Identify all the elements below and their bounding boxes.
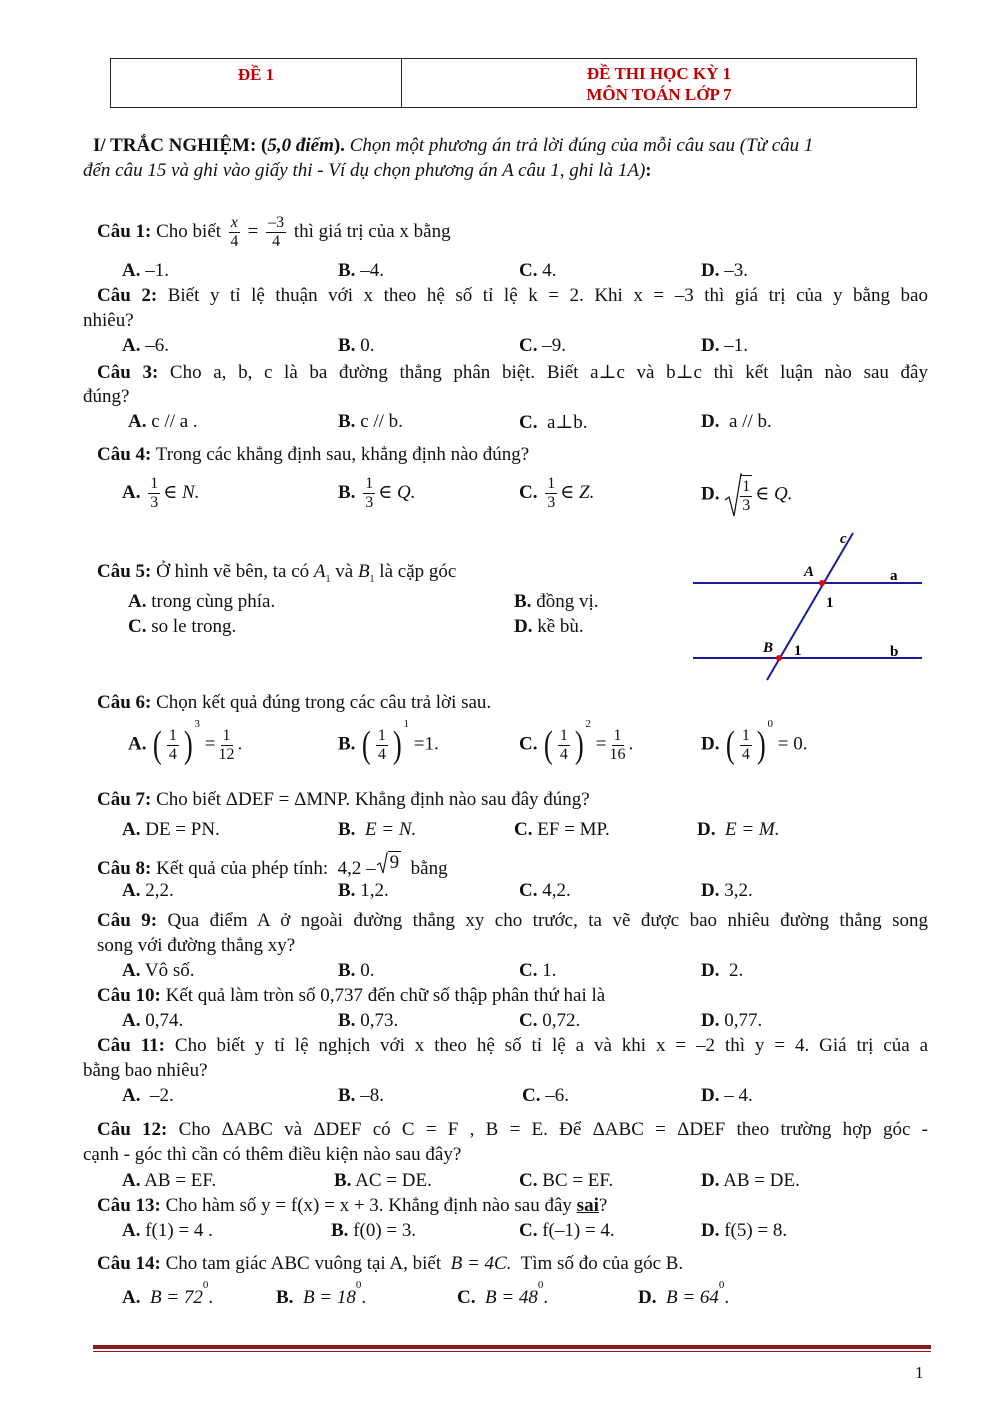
q6-option-b: B. ( $\frac{1}{4}$ ) $^1$ =1. bbox=[338, 718, 439, 766]
q7-option-b: B. E = N. bbox=[338, 819, 417, 840]
q7-option-c: C. EF = MP. bbox=[514, 819, 610, 840]
question-2: Câu 2: Biết y tỉ lệ thuận với x theo hệ số tỉ lệ k = 2. Khi x = –3 thì giá trị của y bằng bao bbox=[97, 285, 928, 306]
footer-rule bbox=[93, 1345, 931, 1349]
fraction: $\frac{-3}{4}$ bbox=[268, 214, 285, 250]
q10-option-c: C. 0,72. bbox=[519, 1010, 581, 1031]
question-7: Câu 7: Cho biết ΔDEF = ΔMNP. Khẳng định nào sau đây đúng? bbox=[97, 789, 590, 810]
question-1: Câu 1: Cho biết $\frac{x}{4}$ = $\frac{-3}{4}$ thì giá trị của x bằng bbox=[97, 214, 451, 250]
question-6: Câu 6: Chọn kết quả đúng trong các câu trả lời sau. bbox=[97, 692, 492, 713]
question-4: Câu 4: Trong các khẳng định sau, khẳng định nào đúng? bbox=[97, 444, 530, 465]
question-10: Câu 10: Kết quả làm tròn số 0,737 đến chữ số thập phân thứ hai là bbox=[97, 985, 606, 1006]
q8-option-c: C. 4,2. bbox=[519, 880, 571, 901]
q7-option-a: A. DE = PN. bbox=[122, 819, 220, 840]
exam-title-line2: MÔN TOÁN LỚP 7 bbox=[586, 85, 732, 104]
q2-option-c: C. –9. bbox=[519, 335, 566, 356]
question-14: Câu 14: Cho tam giác ABC vuông tại A, biết B = 4C. Tìm số đo của góc B. bbox=[97, 1253, 684, 1274]
sqrt-symbol: 9 bbox=[376, 851, 402, 874]
exam-code: ĐỀ 1 bbox=[111, 59, 402, 107]
label-A: A bbox=[804, 564, 815, 580]
q14-option-b: B. $B = 18^0$. bbox=[276, 1279, 367, 1308]
q3-option-d: D. a // b. bbox=[701, 411, 772, 432]
q11-option-c: C. –6. bbox=[522, 1085, 569, 1106]
exam-title bbox=[402, 59, 916, 107]
point-A bbox=[819, 580, 825, 586]
sqrt-symbol: $\frac{1}{3}$ bbox=[724, 472, 755, 518]
q8-option-d: D. 3,2. bbox=[701, 880, 753, 901]
q7-option-d: D. E = M. bbox=[697, 819, 780, 840]
label-angle-B1: 1 bbox=[794, 643, 802, 659]
question-12-cont: cạnh - góc thì cần có thêm điều kiện nào sau đây? bbox=[83, 1144, 462, 1165]
question-5: Câu 5: Ở hình vẽ bên, ta có $A_1$ và $B_1$ là cặp góc bbox=[97, 561, 457, 585]
q2-option-a: A. –6. bbox=[122, 335, 169, 356]
question-9: Câu 9: Qua điểm A ở ngoài đường thẳng xy cho trước, ta vẽ được bao nhiêu đường thẳng song bbox=[97, 910, 928, 931]
page-number: 1 bbox=[915, 1363, 924, 1382]
q12-option-d: D. AB = DE. bbox=[701, 1170, 800, 1191]
q12-option-b: B. AC = DE. bbox=[334, 1170, 432, 1191]
q4-option-d: D. $\frac{1}{3}$ ∈ Q. bbox=[701, 472, 793, 518]
q13-option-b: B. f(0) = 3. bbox=[331, 1220, 417, 1241]
q6-option-d: D. ( $\frac{1}{4}$ ) $^0$ = 0. bbox=[701, 718, 808, 766]
q6-option-a: A. ( $\frac{1}{4}$ ) $^3$ = $\frac{1}{12}$ . bbox=[128, 718, 243, 766]
q9-option-d: D. 2. bbox=[701, 960, 744, 981]
header-table bbox=[110, 58, 917, 108]
q1-option-b: B. –4. bbox=[338, 260, 384, 281]
q13-option-a: A. f(1) = 4 . bbox=[122, 1220, 213, 1241]
exam-title-line1: ĐỀ THI HỌC KỲ 1 bbox=[586, 64, 732, 83]
label-angle-A1: 1 bbox=[826, 595, 834, 611]
question-9-cont: song với đường thẳng xy? bbox=[97, 935, 296, 956]
q3-option-a: A. c // a . bbox=[128, 411, 198, 432]
q1-option-a: A. –1. bbox=[122, 260, 169, 281]
q8-option-a: A. 2,2. bbox=[122, 880, 174, 901]
q9-option-b: B. 0. bbox=[338, 960, 375, 981]
footer-rule-thin bbox=[93, 1351, 931, 1352]
label-B: B bbox=[763, 640, 774, 656]
q4-option-a: A. $\frac{1}{3}$ ∈ N. bbox=[122, 475, 200, 511]
q5-option-b: B. đồng vị. bbox=[514, 591, 599, 612]
q10-option-a: A. 0,74. bbox=[122, 1010, 184, 1031]
point-B bbox=[776, 655, 782, 661]
question-2-cont: nhiêu? bbox=[83, 310, 134, 331]
q9-option-a: A. Vô số. bbox=[122, 960, 195, 981]
q8-option-b: B. 1,2. bbox=[338, 880, 389, 901]
q12-option-a: A. AB = EF. bbox=[122, 1170, 217, 1191]
q6-option-c: C. ( $\frac{1}{4}$ ) $^2$ = $\frac{1}{16}$ . bbox=[519, 718, 634, 766]
label-c: c bbox=[840, 531, 847, 547]
q10-option-b: B. 0,73. bbox=[338, 1010, 399, 1031]
question-12: Câu 12: Cho ΔABC và ΔDEF có C = F , B = E. Để ΔABC = ΔDEF theo trường hợp góc - bbox=[97, 1119, 929, 1140]
question-11: Câu 11: Cho biết y tỉ lệ nghịch với x theo hệ số tỉ lệ a và khi x = –2 thì y = 4. Giá trị của a bbox=[97, 1035, 928, 1056]
q5-option-d: D. kề bù. bbox=[514, 616, 584, 637]
q14-option-c: C. $B = 48^0$. bbox=[457, 1279, 549, 1308]
q3-option-c: C. a⊥b. bbox=[519, 412, 588, 433]
q11-option-d: D. – 4. bbox=[701, 1085, 753, 1106]
q14-option-a: A. $B = 72^0$. bbox=[122, 1279, 214, 1308]
question-8: Câu 8: Kết quả của phép tính: 4,2 – 9 bằng bbox=[97, 852, 448, 879]
section-heading: I/ TRẮC NGHIỆM: (5,0 điểm). Chọn một phương án trả lời đúng của mỗi câu sau (Từ câu 1 bbox=[93, 135, 814, 156]
q5-option-a: A. trong cùng phía. bbox=[128, 591, 276, 612]
question-3-cont: đúng? bbox=[83, 386, 130, 407]
question-11-cont: bằng bao nhiêu? bbox=[83, 1060, 208, 1081]
q13-option-d: D. f(5) = 8. bbox=[701, 1220, 788, 1241]
q3-option-b: B. c // b. bbox=[338, 411, 403, 432]
q5-option-c: C. so le trong. bbox=[128, 616, 237, 637]
q1-option-d: D. –3. bbox=[701, 260, 748, 281]
q11-option-a: A. –2. bbox=[122, 1085, 174, 1106]
q10-option-d: D. 0,77. bbox=[701, 1010, 763, 1031]
q12-option-c: C. BC = EF. bbox=[519, 1170, 614, 1191]
fraction: $\frac{x}{4}$ bbox=[230, 214, 239, 250]
label-b: b bbox=[890, 644, 899, 660]
q2-option-d: D. –1. bbox=[701, 335, 748, 356]
q2-option-b: B. 0. bbox=[338, 335, 375, 356]
q1-option-c: C. 4. bbox=[519, 260, 557, 281]
radical-icon bbox=[376, 852, 388, 874]
q4-option-b: B. $\frac{1}{3}$ ∈ Q. bbox=[338, 475, 416, 511]
q9-option-c: C. 1. bbox=[519, 960, 557, 981]
section-instruction: đến câu 15 và ghi vào giấy thi - Ví dụ chọn phương án A câu 1, ghi là 1A): bbox=[83, 160, 652, 181]
q13-option-c: C. f(–1) = 4. bbox=[519, 1220, 615, 1241]
q11-option-b: B. –8. bbox=[338, 1085, 384, 1106]
parallel-lines-figure bbox=[690, 528, 930, 688]
question-3: Câu 3: Cho a, b, c là ba đường thẳng phân biệt. Biết a⊥c và b⊥c thì kết luận nào sau đây bbox=[97, 362, 928, 383]
q14-option-d: D. $B = 64^0$. bbox=[638, 1279, 730, 1308]
q4-option-c: C. $\frac{1}{3}$ ∈ Z. bbox=[519, 475, 595, 511]
label-a: a bbox=[890, 568, 898, 584]
question-13: Câu 13: Cho hàm số y = f(x) = x + 3. Khẳng định nào sau đây sai? bbox=[97, 1195, 608, 1216]
